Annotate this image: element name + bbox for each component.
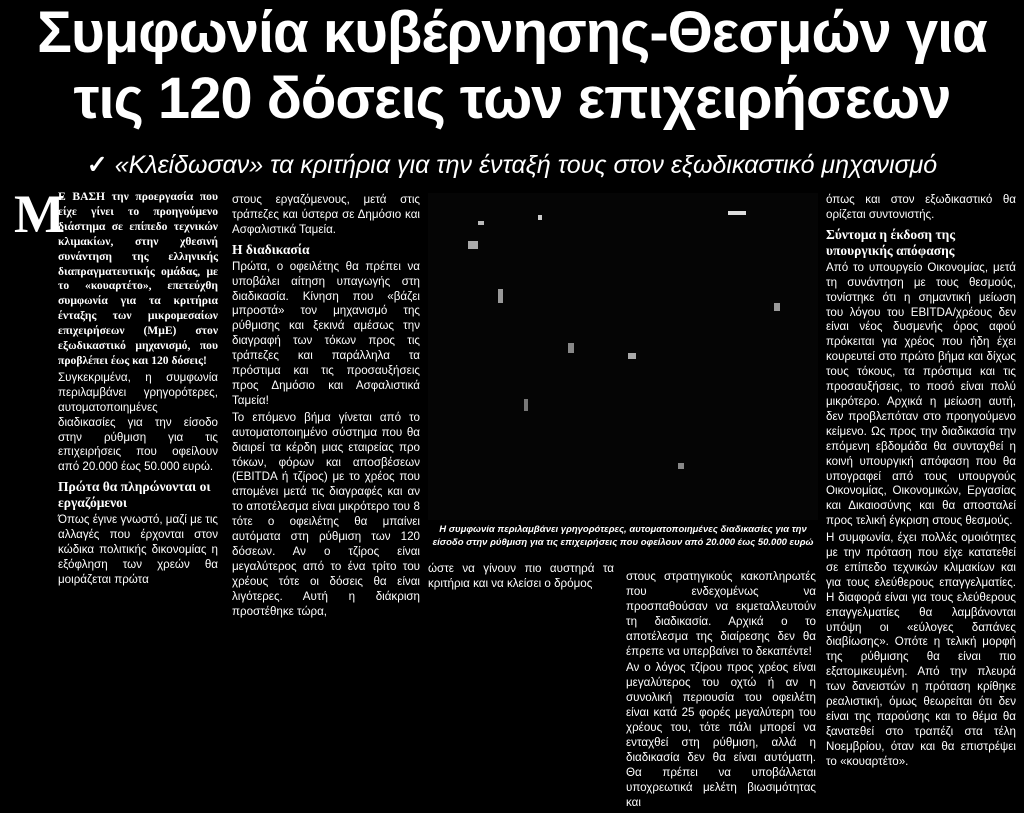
column-1 [14, 184, 218, 590]
lead-text: Ε ΒΑΣΗ την προεργασία που είχε γίνει το προηγούμενο διάστημα σε επίπεδο τεχνικών κλιμακίων, στην χθεσινή συνάντηση της ελληνικής διαπραγματευτικής ομάδας, με το «κουαρτέτο», επετεύχθη συμφωνία για τα κριτήρια ένταξης των μικρομεσαίων επιχειρήσεων (ΜμΕ) στον εξωδικαστικό μηχανισμό, που προβλέπει έως και 120 δόσεις! [58, 190, 218, 367]
article-photo [428, 193, 818, 520]
section-subtitle: Πρώτα θα πληρώνονται οι εργαζόμενοι [58, 479, 211, 511]
headline-line-2: τις 120 δόσεις των επιχειρήσεων [73, 66, 951, 131]
caption-line-1: Η συμφωνία περιλαμβάνει γρηγορότερες, αυτοματοποιημένες διαδικασίες για την [439, 524, 807, 535]
paragraph: ώστε να γίνουν πιο αυστηρά τα κριτήρια και να κλείσει ο δρόμος [428, 562, 614, 590]
column-5 [826, 193, 1016, 772]
drop-cap: Μ [14, 184, 65, 244]
subheadline-text: «Κλείδωσαν» τα κριτήρια για την ένταξή τους στον εξωδικαστικό μηχανισμό [114, 151, 938, 179]
photo-caption [428, 523, 818, 549]
paragraph: Από το υπουργείο Οικονομίας, μετά τη συνάντηση με τους θεσμούς, τονίστηκε ότι η σημαντική μείωση του λόγου του EBITDA/χρέους δεν είναι νέος δυσμενής όρος αφού πρόκειται για χρέος που ήδη έχει κουρευτεί στο πρώτο βήμα και δίχως τους τόκους, τα πρόστιμα και τις προσαυξήσεις, το ποσό είναι πολύ μικρότερο. Αρχικά η μείωση αυτή, δεν προβλεπόταν στο προηγούμενο κείμενο. Ως προς την διαδικασία την επόμενη εβδομάδα θα συνταχθεί η κοινή υπουργική απόφαση που θα υπογραφεί από τους υπουργούς Οικονομίας, Οικονομικών, Εργασίας και Δικαιοσύνης και θα αποσταλεί προς τελική έγκριση στους θεσμούς. [826, 260, 1016, 528]
paragraph: Η συμφωνία, έχει πολλές ομοιότητες με την πρόταση που είχε κατατεθεί σε επίπεδο τεχνικών κλιμακίων και για τους ελεύθερους επαγγελματίες. Η διαφορά είναι για τους ελεύθερους επαγγελματίες θα λαμβάνονται υπόψη οι «εύλογες δαπάνες διαβίωσης». Οπότε η τελική μορφή της ρύθμισης θα είναι πιο εξατομικευμένη. Από την πλευρά των δανειστών η πρόταση κρίθηκε ρεαλιστική, όμως θεωρείται ότι δεν είναι της παρούσης και το θέμα θα ξανατεθεί στο τραπέζι στα τέλη Νοεμβρίου, όταν και θα επιστρέψει το «κουαρτέτο». [826, 531, 1016, 768]
paragraph: στους στρατηγικούς κακοπληρωτές που ενδεχομένως να προσπαθούσαν να εκμεταλλευτούν τη διαδικασία. Αρχικά ο το αποτέλεσμα της διαίρεσης δεν θα έπρεπε να υπερβαίνει το δεκαπέντε! [626, 570, 816, 658]
section-subtitle: Η διαδικασία [232, 241, 310, 257]
column-3 [428, 562, 614, 594]
paragraph: Αν ο λόγος τζίρου προς χρέος είναι μεγαλύτερος του οχτώ ή αν η συνολική περιουσία του οφειλέτη είναι κατά 25 φορές μεγαλύτερη του χρέους του, τότε πάλι μπορεί να ενταχθεί στη ρύθμιση, αλλά η διαδικασία δεν θα είναι αυτόματη. Θα πρέπει να υποβάλλεται υποχρεωτικά μελέτη βιωσιμότητας και [626, 661, 816, 809]
column-2 [232, 193, 420, 621]
paragraph: όπως και στον εξωδικαστικό θα ορίζεται συντονιστής. [826, 193, 1016, 221]
paragraph: Όπως έγινε γνωστό, μαζί με τις αλλαγές που έρχονται στον κώδικα πολιτικής δικονομίας η εξόφληση των χρεών θα μοιράζεται πρώτα [58, 513, 218, 586]
column-4 [626, 570, 816, 813]
headline-line-1: Συμφωνία κυβέρνησης-Θεσμών για [37, 0, 987, 65]
paragraph: στους εργαζόμενους, μετά στις τράπεζες και ύστερα σε Δημόσιο και Ασφαλιστικά Ταμεία. [232, 193, 420, 236]
photo-image [428, 193, 818, 520]
headline [0, 0, 1024, 132]
section-subtitle: Σύντομα η έκδοση της υπουργικής απόφασης [826, 226, 956, 258]
checkmark-icon: ✓ [86, 151, 108, 179]
paragraph: Συγκεκριμένα, η συμφωνία περιλαμβάνει γρηγορότερες, αυτοματοποιημένες διαδικασίες για την είσοδο στην ρύθμιση για τις επιχειρήσεις που οφείλουν από 20.000 έως 50.000 ευρώ. [58, 370, 218, 474]
lead-paragraph [14, 184, 218, 369]
paragraph: Το επόμενο βήμα γίνεται από το αυτοματοποιημένο σύστημα που θα διαιρεί τα κέρδη μιας εταιρείας προ τόκων, φόρων και αποσβέσεων (EBITDA ή τζίρος) με το χρέος που απομένει μετά τις διαγραφές και αν το αποτέλεσμα είναι μικρότερο του 8 τότε ο οφειλέτης θα μπαίνει αυτόματα στη ρύθμιση των 120 δόσεων. Αν ο τζίρος είναι μεγαλύτερος από το ένα τρίτο του χρέους τότε οι δόσεις θα είναι λιγότερες. Αυτή η διάκριση προστέθηκε τώρα, [232, 410, 420, 618]
subheadline [0, 148, 1024, 182]
paragraph: Πρώτα, ο οφειλέτης θα πρέπει να υποβάλει αίτηση υπαγωγής στη διαδικασία. Κίνηση που «βάζει μπροστά» τον μηχανισμό της ρύθμισης και ξεκινά αμέσως την διαγραφή των τόκων προς τις τράπεζες και παράλληλα τα πρόστιμα και τις προσαυξήσεις προς Δημόσιο και Ασφαλιστικά Ταμεία! [232, 259, 420, 407]
caption-line-2: είσοδο στην ρύθμιση για τις επιχειρήσεις που οφείλουν από 20.000 έως 50.000 ευρώ [432, 537, 814, 548]
